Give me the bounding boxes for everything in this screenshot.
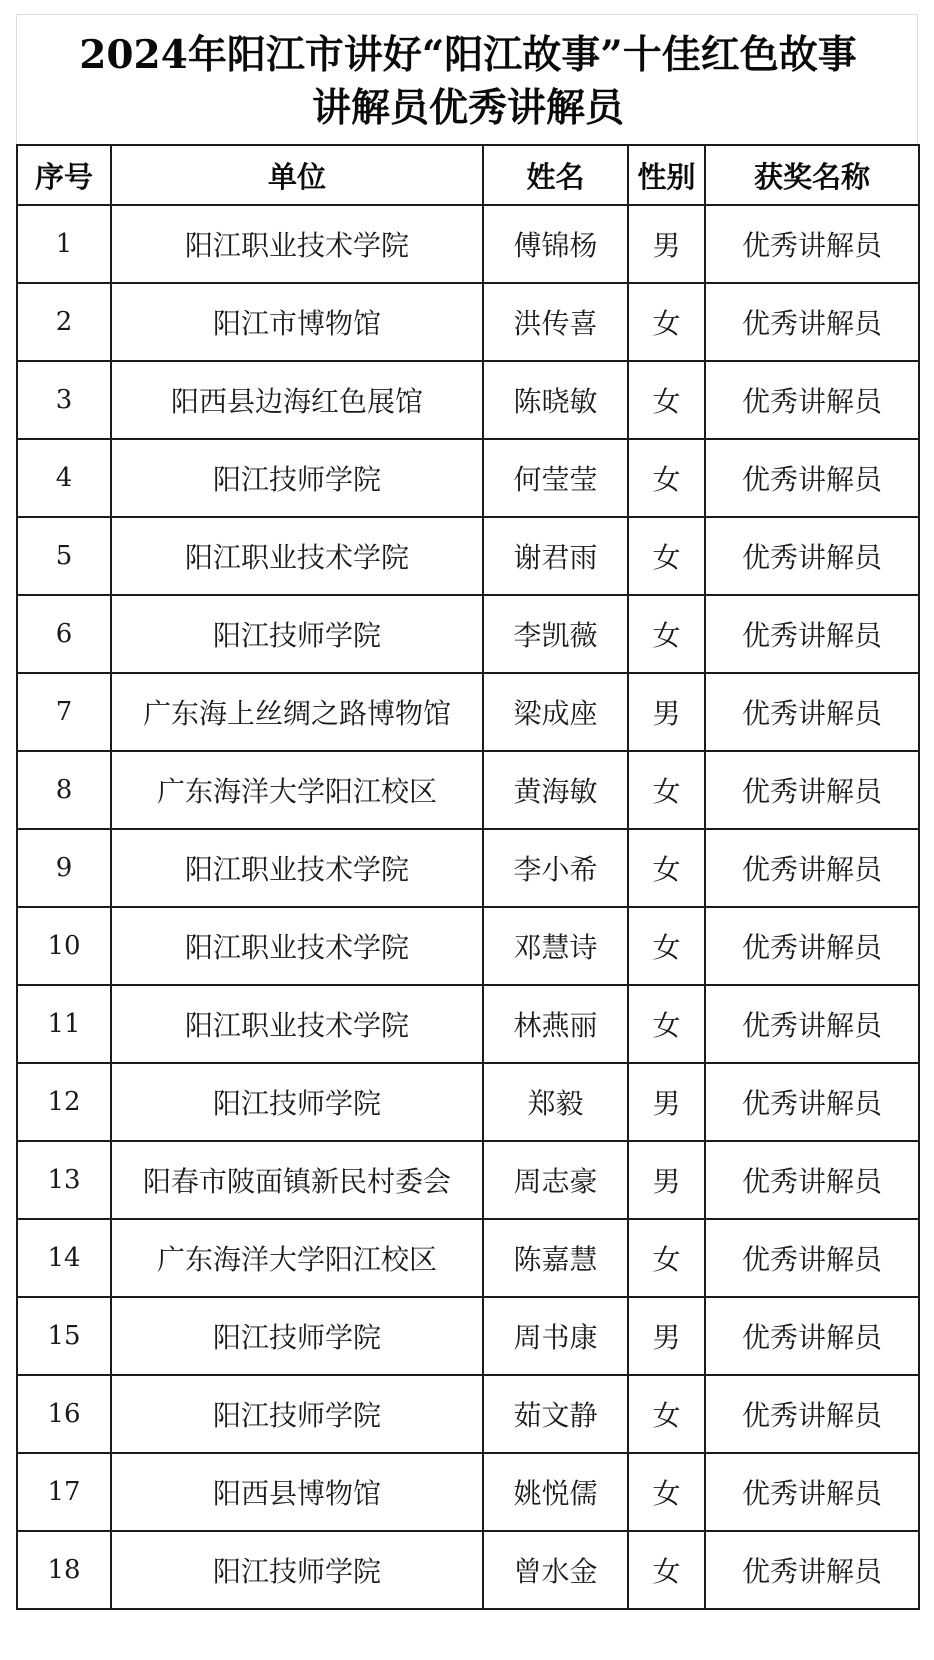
table-row: [17, 283, 919, 361]
cell-organization: 阳江技师学院: [111, 1297, 483, 1375]
cell-gender: 女: [628, 985, 705, 1063]
cell-name: 陈晓敏: [483, 361, 628, 439]
cell-award: 优秀讲解员: [705, 751, 919, 829]
cell-gender: 女: [628, 1219, 705, 1297]
cell-serial-number: 14: [17, 1219, 111, 1297]
cell-organization: 阳江技师学院: [111, 595, 483, 673]
cell-name: 洪传喜: [483, 283, 628, 361]
cell-name: 姚悦儒: [483, 1453, 628, 1531]
cell-name: 周志豪: [483, 1141, 628, 1219]
cell-serial-number: 10: [17, 907, 111, 985]
table-row: [17, 205, 919, 283]
table-body: [17, 205, 919, 1609]
cell-award: 优秀讲解员: [705, 1219, 919, 1297]
table-row: [17, 439, 919, 517]
header-organization: 单位: [111, 145, 483, 205]
cell-serial-number: 3: [17, 361, 111, 439]
cell-gender: 女: [628, 439, 705, 517]
cell-name: 李小希: [483, 829, 628, 907]
cell-organization: 阳江技师学院: [111, 1063, 483, 1141]
header-name: 姓名: [483, 145, 628, 205]
cell-award: 优秀讲解员: [705, 1375, 919, 1453]
award-table: [16, 144, 920, 1610]
cell-gender: 女: [628, 361, 705, 439]
table-row: [17, 595, 919, 673]
cell-organization: 阳江职业技术学院: [111, 205, 483, 283]
cell-award: 优秀讲解员: [705, 1453, 919, 1531]
cell-serial-number: 6: [17, 595, 111, 673]
cell-serial-number: 15: [17, 1297, 111, 1375]
table-row: [17, 517, 919, 595]
cell-award: 优秀讲解员: [705, 985, 919, 1063]
title-block: [16, 14, 918, 144]
table-row: [17, 361, 919, 439]
cell-organization: 阳春市陂面镇新民村委会: [111, 1141, 483, 1219]
header-row: [17, 145, 919, 205]
page-title-line-1: 2024年阳江市讲好“阳江故事”十佳红色故事: [79, 32, 857, 78]
cell-organization: 阳西县边海红色展馆: [111, 361, 483, 439]
cell-name: 郑毅: [483, 1063, 628, 1141]
cell-serial-number: 5: [17, 517, 111, 595]
table-row: [17, 1063, 919, 1141]
cell-gender: 女: [628, 283, 705, 361]
table-header: [17, 145, 919, 205]
page-title-line-2: 讲解员优秀讲解员: [311, 85, 624, 131]
header-award: 获奖名称: [705, 145, 919, 205]
cell-gender: 女: [628, 1375, 705, 1453]
cell-serial-number: 18: [17, 1531, 111, 1609]
cell-award: 优秀讲解员: [705, 1531, 919, 1609]
cell-gender: 男: [628, 205, 705, 283]
cell-name: 梁成座: [483, 673, 628, 751]
table-row: [17, 1375, 919, 1453]
cell-name: 周书康: [483, 1297, 628, 1375]
cell-name: 邓慧诗: [483, 907, 628, 985]
cell-serial-number: 12: [17, 1063, 111, 1141]
cell-award: 优秀讲解员: [705, 283, 919, 361]
cell-award: 优秀讲解员: [705, 673, 919, 751]
cell-serial-number: 7: [17, 673, 111, 751]
table-row: [17, 829, 919, 907]
cell-gender: 女: [628, 595, 705, 673]
cell-name: 何莹莹: [483, 439, 628, 517]
cell-name: 李凯薇: [483, 595, 628, 673]
cell-award: 优秀讲解员: [705, 1063, 919, 1141]
table-row: [17, 1531, 919, 1609]
cell-gender: 女: [628, 517, 705, 595]
award-list-sheet: [16, 14, 918, 1647]
cell-award: 优秀讲解员: [705, 361, 919, 439]
cell-name: 林燕丽: [483, 985, 628, 1063]
cell-name: 茹文静: [483, 1375, 628, 1453]
cell-serial-number: 4: [17, 439, 111, 517]
cell-name: 曾水金: [483, 1531, 628, 1609]
cell-organization: 广东海上丝绸之路博物馆: [111, 673, 483, 751]
cell-name: 谢君雨: [483, 517, 628, 595]
cell-serial-number: 16: [17, 1375, 111, 1453]
cell-organization: 阳江职业技术学院: [111, 829, 483, 907]
cell-organization: 阳西县博物馆: [111, 1453, 483, 1531]
cell-organization: 阳江职业技术学院: [111, 985, 483, 1063]
cell-serial-number: 8: [17, 751, 111, 829]
cell-gender: 男: [628, 1063, 705, 1141]
table-row: [17, 751, 919, 829]
cell-serial-number: 9: [17, 829, 111, 907]
cell-serial-number: 1: [17, 205, 111, 283]
cell-award: 优秀讲解员: [705, 517, 919, 595]
cell-award: 优秀讲解员: [705, 1297, 919, 1375]
cell-name: 黄海敏: [483, 751, 628, 829]
cell-organization: 阳江职业技术学院: [111, 517, 483, 595]
header-gender: 性别: [628, 145, 705, 205]
cell-award: 优秀讲解员: [705, 829, 919, 907]
table-row: [17, 1141, 919, 1219]
cell-award: 优秀讲解员: [705, 1141, 919, 1219]
cell-gender: 女: [628, 1453, 705, 1531]
cell-gender: 女: [628, 907, 705, 985]
cell-organization: 阳江技师学院: [111, 439, 483, 517]
cell-gender: 女: [628, 829, 705, 907]
cell-award: 优秀讲解员: [705, 439, 919, 517]
table-row: [17, 1297, 919, 1375]
cell-organization: 阳江技师学院: [111, 1375, 483, 1453]
cell-organization: 阳江技师学院: [111, 1531, 483, 1609]
cell-award: 优秀讲解员: [705, 595, 919, 673]
cell-name: 傅锦杨: [483, 205, 628, 283]
cell-serial-number: 13: [17, 1141, 111, 1219]
cell-organization: 广东海洋大学阳江校区: [111, 1219, 483, 1297]
cell-award: 优秀讲解员: [705, 907, 919, 985]
cell-organization: 广东海洋大学阳江校区: [111, 751, 483, 829]
cell-serial-number: 17: [17, 1453, 111, 1531]
cell-gender: 女: [628, 1531, 705, 1609]
cell-gender: 男: [628, 673, 705, 751]
cell-name: 陈嘉慧: [483, 1219, 628, 1297]
cell-serial-number: 11: [17, 985, 111, 1063]
table-row: [17, 907, 919, 985]
table-row: [17, 985, 919, 1063]
cell-gender: 女: [628, 751, 705, 829]
cell-gender: 男: [628, 1141, 705, 1219]
table-row: [17, 1219, 919, 1297]
table-row: [17, 1453, 919, 1531]
header-serial-number: 序号: [17, 145, 111, 205]
cell-serial-number: 2: [17, 283, 111, 361]
cell-organization: 阳江职业技术学院: [111, 907, 483, 985]
cell-gender: 男: [628, 1297, 705, 1375]
cell-organization: 阳江市博物馆: [111, 283, 483, 361]
cell-award: 优秀讲解员: [705, 205, 919, 283]
table-row: [17, 673, 919, 751]
